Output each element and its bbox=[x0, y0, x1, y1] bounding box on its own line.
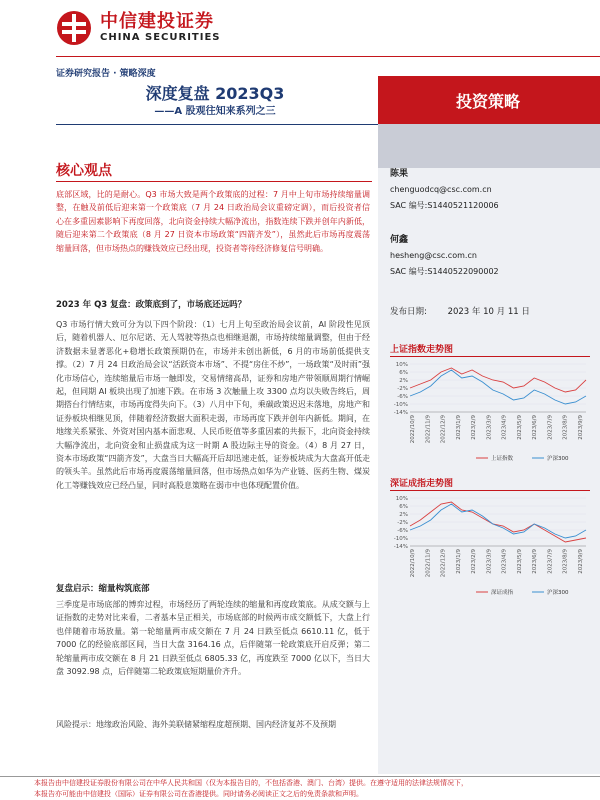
chart-title: 深证成指走势图 bbox=[390, 479, 454, 489]
analyst-name: 何鑫 bbox=[390, 235, 409, 245]
brand-name-cn: 中信建投证券 bbox=[100, 11, 214, 32]
subsection-heading: 2023 年 Q3 复盘：政策底到了，市场底还远吗？ bbox=[56, 300, 247, 310]
report-series: 证券研究报告 · 策略深度 bbox=[56, 69, 156, 79]
y-tick-label: 10% bbox=[395, 496, 408, 502]
y-tick-label: 2% bbox=[399, 378, 408, 384]
x-tick-label: 2023/1/9 bbox=[455, 549, 462, 574]
y-tick-label: -2% bbox=[397, 386, 408, 392]
x-tick-label: 2022/11/9 bbox=[425, 415, 432, 444]
x-tick-label: 2023/5/9 bbox=[516, 415, 523, 440]
y-tick-label: -10% bbox=[393, 402, 408, 408]
y-tick-label: 6% bbox=[399, 370, 408, 376]
x-tick-label: 2022/10/9 bbox=[410, 549, 416, 578]
chart-shanghai-index bbox=[386, 360, 596, 466]
x-tick-label: 2023/9/9 bbox=[578, 549, 584, 574]
category-label: 投资策略 bbox=[456, 91, 521, 111]
y-tick-label: 2% bbox=[399, 512, 408, 518]
x-tick-label: 2023/3/9 bbox=[486, 549, 493, 574]
x-tick-label: 2022/12/9 bbox=[440, 549, 447, 578]
legend-label: 深证成指 bbox=[491, 590, 514, 596]
x-tick-label: 2023/9/9 bbox=[578, 415, 584, 440]
legend-label: 沪深300 bbox=[547, 590, 569, 596]
footer-disclaimer bbox=[34, 778, 600, 800]
publish-date-value: 2023 年 10 月 11 日 bbox=[447, 307, 530, 317]
x-tick-label: 2023/8/9 bbox=[562, 415, 569, 440]
y-tick-label: -14% bbox=[393, 544, 408, 550]
x-tick-label: 2022/12/9 bbox=[440, 415, 447, 444]
legend-label: 沪深300 bbox=[547, 456, 569, 462]
y-tick-label: -2% bbox=[397, 520, 408, 526]
section-heading-key-points: 核心观点 bbox=[56, 163, 112, 179]
x-tick-label: 2023/4/9 bbox=[501, 415, 508, 440]
x-tick-label: 2023/3/9 bbox=[486, 415, 493, 440]
x-tick-label: 2023/7/9 bbox=[547, 415, 554, 440]
y-tick-label: 6% bbox=[399, 504, 408, 510]
brand-emblem-icon bbox=[56, 10, 92, 46]
series-line-2 bbox=[410, 504, 586, 538]
body-paragraph: 三季度是市场底部的博弈过程，市场经历了两轮连续的缩量和再度政策底。从成交额与上证指数的走势对比来看，二者基本呈正相关，市场底部的时候两市成交额低下，大盘上行也伴随着市场放量。第一轮缩量两市成交额在 7 月 24 日跌至低点 6610.11 亿，低于 7000 亿的经验底部区间，当日大盘 3164.16 点，后伴随第一轮政策底开启反弹；第二轮缩量两市成交额在 8 月 21 日跌至低点 6805.33 亿，再度跌至 7000 亿以下，当日大盘 3092.98 点，后伴随第二轮政策底短期量价齐升。 bbox=[56, 600, 370, 677]
sidebar-header-strip bbox=[378, 124, 600, 168]
report-title: 深度复盘 2023Q3 bbox=[145, 84, 285, 103]
publish-date bbox=[390, 305, 530, 317]
title-divider bbox=[56, 124, 378, 125]
summary-paragraph: 底部区域，比的是耐心。Q3 市场大致是两个政策底的过程：7 月中上旬市场持续缩量调整，在触及前低后迎来第一个政策底（7 月 24 日政治局会议重磅定调），而后投资者信心在多重因素影响下再度回落，北向资金持续大幅净流出，指数连续下跌并创年内新低，随后迎来第二个政策底（8 月 27 日资本市场政策“四箭齐发”），虽然此后市场再度震荡缩量回落，但市场热点的赚钱效应已经出现，投资者等待经济修复信号明确。 bbox=[56, 190, 370, 253]
analyst-sac: SAC 编号:S1440521120006 bbox=[390, 201, 499, 210]
legend-label: 上证指数 bbox=[491, 456, 514, 462]
y-tick-label: -6% bbox=[397, 528, 408, 534]
analyst-name: 陈果 bbox=[390, 169, 409, 179]
x-tick-label: 2023/8/9 bbox=[562, 549, 569, 574]
chart-title: 上证指数走势图 bbox=[390, 345, 454, 355]
x-tick-label: 2023/6/9 bbox=[532, 415, 539, 440]
x-tick-label: 2023/1/9 bbox=[455, 415, 462, 440]
y-tick-label: -14% bbox=[393, 410, 408, 416]
footer-line: 本报告由中信建投证券股份有限公司在中华人民共和国（仅为本报告目的，不包括香港、澳门、台湾）提供。在遵守适用的法律法规情况下， bbox=[34, 779, 468, 787]
chart-divider bbox=[390, 356, 590, 357]
analyst-email[interactable]: hesheng@csc.com.cn bbox=[390, 251, 477, 260]
chart-shenzhen-index bbox=[386, 494, 596, 600]
brand-logo bbox=[56, 10, 221, 46]
analyst-card bbox=[390, 232, 499, 280]
analyst-email[interactable]: chenguodcq@csc.com.cn bbox=[390, 185, 492, 194]
header-divider bbox=[56, 56, 600, 57]
footer-line: 本报告亦可能由中信建投（国际）证券有限公司在香港提供。同时请务必阅读正文之后的免责条款和声明。 bbox=[34, 790, 363, 798]
y-tick-label: -6% bbox=[397, 394, 408, 400]
report-subtitle: ——A 股观往知来系列之三 bbox=[154, 106, 276, 117]
analyst-sac: SAC 编号:S1440522090002 bbox=[390, 267, 499, 276]
subsection-heading: 复盘启示：缩量构筑底部 bbox=[56, 584, 150, 594]
x-tick-label: 2022/10/9 bbox=[410, 415, 416, 444]
x-tick-label: 2023/4/9 bbox=[501, 549, 508, 574]
category-banner bbox=[378, 76, 600, 124]
x-tick-label: 2023/7/9 bbox=[547, 549, 554, 574]
publish-date-label: 发布日期: bbox=[390, 307, 427, 317]
brand-name-en: CHINA SECURITIES bbox=[100, 32, 221, 43]
x-tick-label: 2023/5/9 bbox=[516, 549, 523, 574]
x-tick-label: 2022/11/9 bbox=[425, 549, 432, 578]
y-tick-label: -10% bbox=[393, 536, 408, 542]
chart-divider bbox=[390, 490, 590, 491]
x-tick-label: 2023/6/9 bbox=[532, 549, 539, 574]
y-tick-label: 10% bbox=[395, 362, 408, 368]
body-paragraph: Q3 市场行情大致可分为以下四个阶段：（1）七月上旬至政治局会议前，AI 阶段性见顶后，随着机器人、厄尔尼诺、无人驾驶等热点也相继退潮，市场持续缩量调整，但由于经济数据未显著恶化+稳增长政策预期仍在，市场并未创出新低，6 月的市场前低提供支撑。（2）7 月 24 日政治局会议“活跃资本市场”、不提“房住不炒”，一场政策“及时雨”强化市场信心，连续缩量后市场一触即发，交易情绪高昂，证券和房地产带领顺周期行情崛起，但同期 AI 板块出现了加速下跌。在市场 3 次触量上攻 3300 点均以失败告终后，周期搭台行情结束，市场再度得失向下。（3）八月中下旬，乘碳政策迟迟未落地，房地产和证券板块相继见顶，伴随着经济数据大面积走弱，市场再度下跌并创年内新低。期间，在地缘关系紧张、外资对国内基本面悲观、人民币贬值等多重因素的共振下，北向资金持续大幅净流出，北向资金和止损盘成为这一时期 A 股边际主导的资金。（4）8 月 27 日，资本市场政策“四箭齐发”，大盘当日大幅高开后却迅速走低，证券板块成为大盘高开低走的领头羊。虽然此后市场再度震荡缩量回落，但市场热点如华为产业链、医药生物、煤炭化工等赚钱效应已经凸显，同时高股息策略在弱市中也体现配置价值。 bbox=[56, 320, 370, 490]
footer-divider bbox=[0, 776, 600, 777]
x-tick-label: 2023/2/9 bbox=[471, 415, 478, 440]
x-tick-label: 2023/2/9 bbox=[471, 549, 478, 574]
analyst-card bbox=[390, 166, 499, 214]
title-block bbox=[56, 84, 374, 120]
section-divider bbox=[56, 181, 372, 182]
risk-warning: 风险提示：地缘政治风险、海外美联储紧缩程度超预期、国内经济复苏不及预期 bbox=[56, 720, 336, 729]
